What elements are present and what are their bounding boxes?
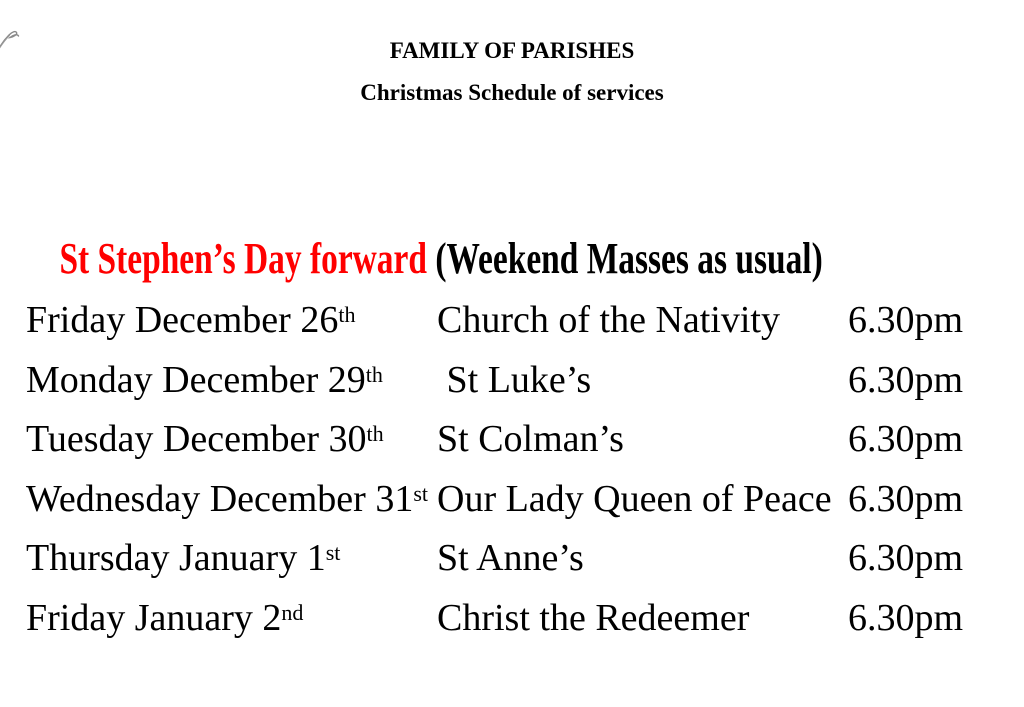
schedule-date-text: Wednesday December 31 <box>26 477 414 520</box>
schedule-date <box>26 472 437 532</box>
document-title: FAMILY OF PARISHES <box>389 38 635 63</box>
schedule-date <box>26 531 437 591</box>
schedule-church: St Anne’s <box>437 537 584 579</box>
schedule-time: 6.30pm <box>848 537 964 579</box>
schedule-time: 6.30pm <box>848 299 964 341</box>
schedule-time: 6.30pm <box>848 358 964 401</box>
ordinal-suffix: th <box>365 361 383 387</box>
schedule-date <box>26 591 437 651</box>
schedule-church: Our Lady Queen of Peace <box>437 477 832 520</box>
schedule-date <box>26 353 437 413</box>
table-row <box>26 353 1024 413</box>
ordinal-suffix: st <box>413 480 429 506</box>
table-row <box>26 531 1024 591</box>
table-row <box>26 591 1024 651</box>
schedule-date-text: Friday January 2 <box>26 596 282 639</box>
schedule-date <box>26 412 437 472</box>
schedule-date-text: Monday December 29 <box>26 358 366 401</box>
section-heading-rest: (Weekend Masses as usual) <box>426 234 823 283</box>
schedule-time: 6.30pm <box>848 418 964 460</box>
schedule-date <box>26 293 437 353</box>
service-schedule-table <box>26 293 1024 650</box>
ordinal-suffix: nd <box>281 599 304 625</box>
section-heading-highlight: St Stephen’s Day forward <box>59 234 427 283</box>
table-row <box>26 293 1024 353</box>
ordinal-suffix: st <box>325 540 341 566</box>
schedule-date-text: Tuesday December 30 <box>26 418 367 460</box>
schedule-date-text: Friday December 26 <box>26 299 339 341</box>
table-row <box>26 412 1024 472</box>
ordinal-suffix: th <box>366 421 384 447</box>
schedule-time: 6.30pm <box>848 596 964 639</box>
schedule-time: 6.30pm <box>848 477 964 520</box>
schedule-church: Church of the Nativity <box>437 299 780 341</box>
ordinal-suffix: th <box>338 302 356 328</box>
table-row <box>26 472 1024 532</box>
schedule-date-text: Thursday January 1 <box>26 537 326 579</box>
schedule-church: Christ the Redeemer <box>437 596 750 639</box>
schedule-church: St Colman’s <box>437 418 624 460</box>
schedule-church: St Luke’s <box>437 358 592 401</box>
document-subtitle: Christmas Schedule of services <box>360 80 664 105</box>
